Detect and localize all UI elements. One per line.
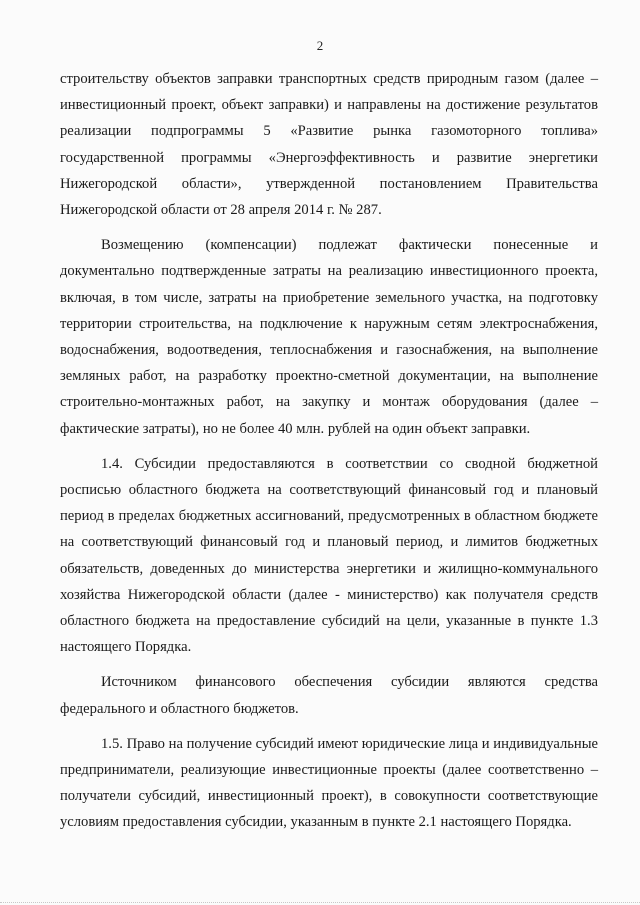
paragraph-clause-1-5: 1.5. Право на получение субсидий имеют юридические лица и индивидуальные предприниматели, реализующие инвестиционные проекты (далее соответственно – получатели субсидий, инвестиционный проект), в совокупности соответствующие условиям предоставления субсидии, указанным в пункте 2.1 настоящего Порядка. [60,735,598,831]
paragraph-funding-source: Источником финансового обеспечения субсидии являются средства федерального и областного бюджетов. [60,674,598,717]
paragraph-clause-1-4: 1.4. Субсидии предоставляются в соответствии со сводной бюджетной росписью областного бюджета на соответствующий финансовый год и плановый период в пределах бюджетных ассигнований, предусмотренных в областном бюджете на соответствующий финансовый год и плановый период, и лимитов бюджетных обязательств, доведенных до министерства энергетики и жилищно-коммунального хозяйства Нижегородской области (далее - министерство) как получателя средств областного бюджета на предоставление субсидий на цели, указанные в пункте 1.3 настоящего Порядка. [60,455,598,656]
paragraph-continuation: строительству объектов заправки транспортных средств природным газом (далее – инвестиционный проект, объект заправки) и направлены на достижение результатов реализации подпрограммы 5 «Развитие рынка газомоторного топлива» государственной программы «Энергоэффективность и развитие энергетики Нижегородской области», утвержденной постановлением Правительства Нижегородской области от 28 апреля 2014 г. № 287. [60,71,598,219]
paragraph-compensation: Возмещению (компенсации) подлежат фактически понесенные и документально подтвержденные затраты на реализацию инвестиционного проекта, включая, в том числе, затраты на приобретение земельного участка, на подготовку территории строительства, на подключение к наружным сетям электроснабжения, водоснабжения, водоотведения, теплоснабжения и газоснабжения, на выполнение земляных работ, на разработку проектно-сметной документации, на выполнение строительно-монтажных работ, на закупку и монтаж оборудования (далее – фактические затраты), но не более 40 млн. рублей на один объект заправки. [60,237,598,437]
document-body [60,66,598,836]
page-bottom-edge [0,902,640,903]
page-number: 2 [316,38,324,53]
